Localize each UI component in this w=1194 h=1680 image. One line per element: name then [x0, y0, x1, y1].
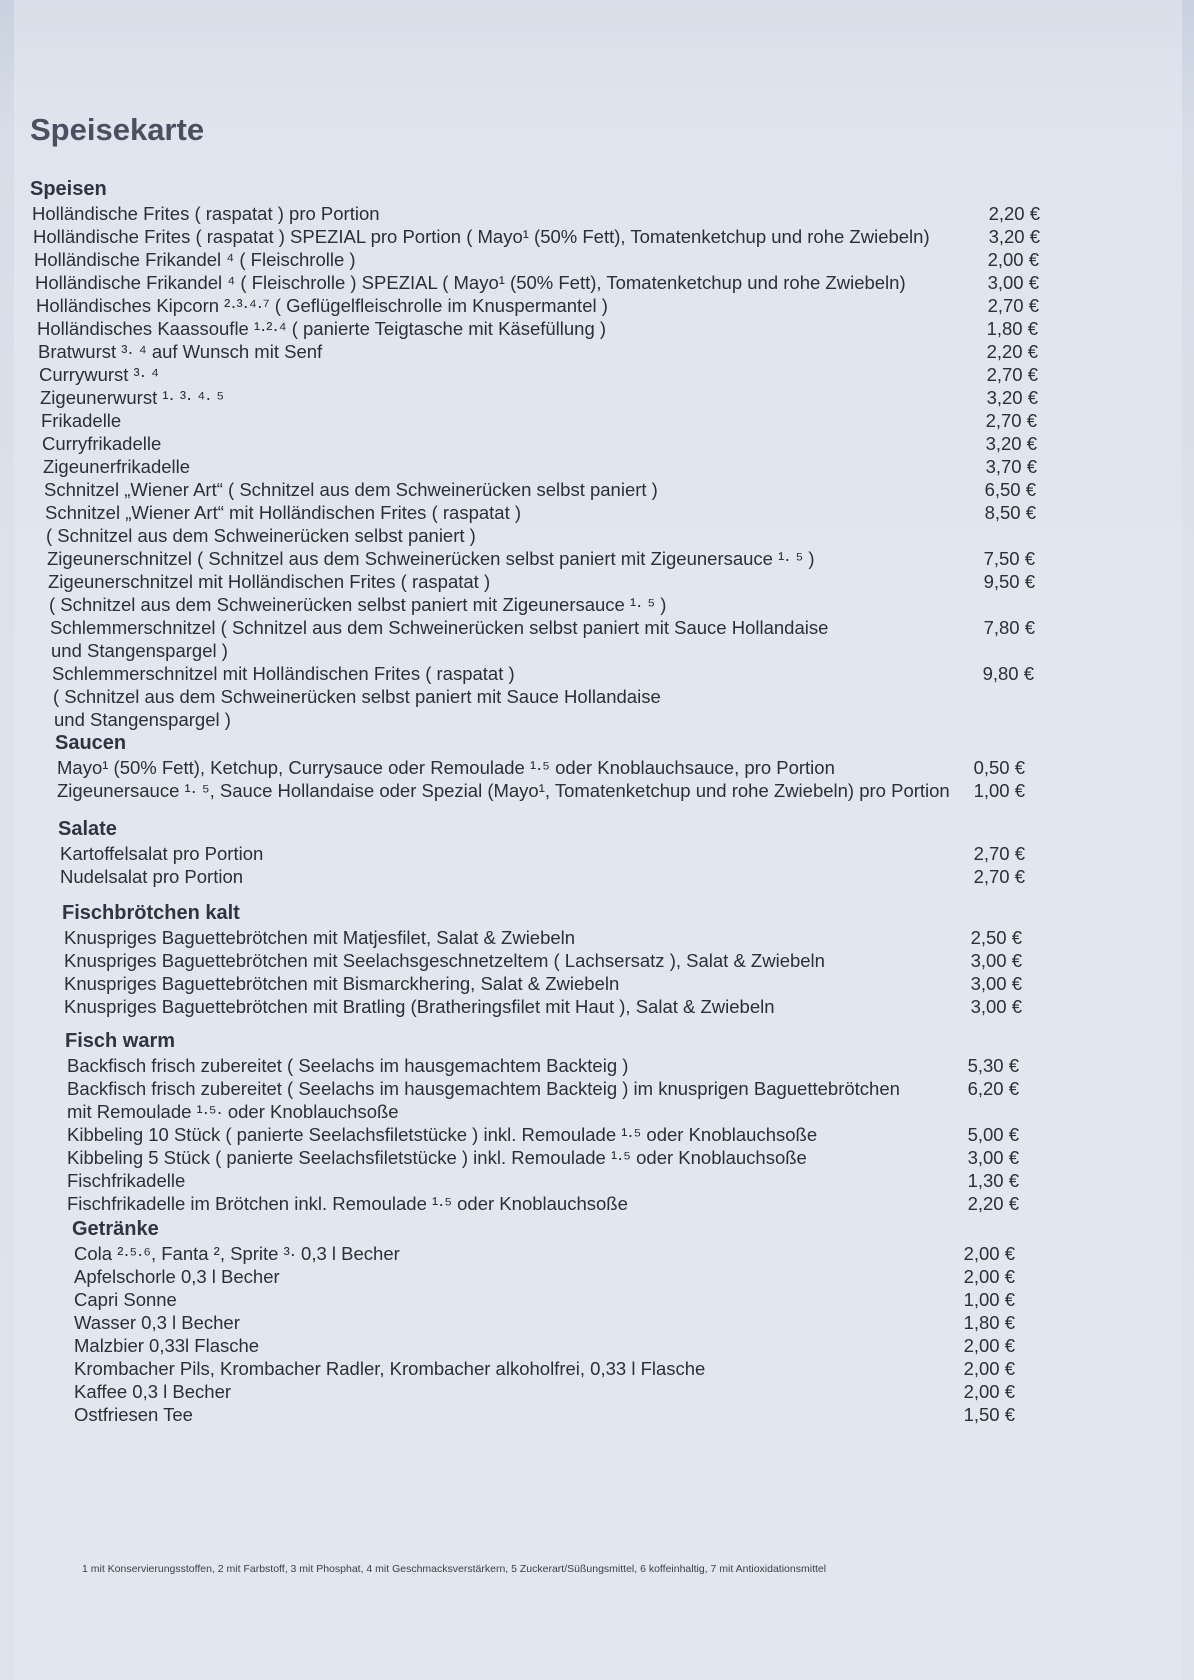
- menu-item-text: Krombacher Pils, Krombacher Radler, Krombacher alkoholfrei, 0,33 l Flasche: [74, 1358, 706, 1379]
- menu-section: [0, 176, 1194, 731]
- menu-item: [0, 317, 1194, 340]
- menu-item: [0, 1242, 1194, 1265]
- menu-section: [0, 1216, 1194, 1426]
- menu-item-price: 3,00 €: [967, 1147, 1019, 1168]
- menu-item: [0, 1265, 1194, 1288]
- menu-item-price: 2,00 €: [963, 1358, 1015, 1379]
- menu-item-text: Holländische Frites ( raspatat ) SPEZIAL pro Portion ( Mayo¹ (50% Fett), Tomatenketchup und rohe Zwiebeln): [33, 226, 930, 247]
- menu-item-price: 1,50 €: [963, 1404, 1015, 1425]
- menu-item-text: Backfisch frisch zubereitet ( Seelachs im hausgemachtem Backteig ): [67, 1055, 629, 1076]
- menu-item-text: Holländische Frikandel ⁴ ( Fleischrolle ): [34, 249, 356, 270]
- menu-item-price: 1,80 €: [963, 1312, 1015, 1333]
- menu-item: [0, 616, 1194, 639]
- menu-item-text: Zigeunerschnitzel ( Schnitzel aus dem Schweinerücken selbst paniert mit Zigeunersauce ¹· ⁵ ): [47, 548, 815, 569]
- menu-item-text: Bratwurst ³· ⁴ auf Wunsch mit Senf: [38, 341, 323, 362]
- menu-item: [0, 1054, 1194, 1077]
- menu-item-price: 2,20 €: [988, 203, 1040, 224]
- menu-item-price: 6,50 €: [984, 479, 1036, 500]
- menu-item-text: Knuspriges Baguettebrötchen mit Bismarckhering, Salat & Zwiebeln: [64, 973, 620, 994]
- menu-item-price: 7,50 €: [983, 548, 1035, 569]
- menu-item-price: 3,20 €: [988, 226, 1040, 247]
- menu-item: [0, 1311, 1194, 1334]
- menu-item-text: Fischfrikadelle: [67, 1170, 186, 1191]
- menu-item-price: 0,50 €: [973, 757, 1025, 778]
- menu-item: [0, 570, 1194, 593]
- menu-item: [0, 949, 1194, 972]
- allergen-footnote: 1 mit Konservierungsstoffen, 2 mit Farbstoff, 3 mit Phosphat, 4 mit Geschmacksverstärkern, 5 Zuckerart/Süßungsmittel, 6 koffeinhaltig, 7 mit Antioxidationsmittel: [82, 1563, 827, 1575]
- menu-item-text: Knuspriges Baguettebrötchen mit Seelachsgeschnetzeltem ( Lachsersatz ), Salat & Zwiebeln: [64, 950, 825, 971]
- menu-item: [0, 972, 1194, 995]
- section-heading: Salate: [58, 818, 117, 840]
- menu-item-text: Fischfrikadelle im Brötchen inkl. Remoulade ¹·⁵ oder Knoblauchsoße: [67, 1193, 628, 1214]
- menu-section: [0, 1028, 1194, 1215]
- menu-item: [0, 1288, 1194, 1311]
- menu-item-text: ( Schnitzel aus dem Schweinerücken selbst paniert ): [46, 525, 476, 546]
- menu-item: [0, 271, 1194, 294]
- menu-item-price: 2,70 €: [973, 866, 1025, 887]
- menu-item: [0, 1334, 1194, 1357]
- section-heading: Getränke: [72, 1218, 159, 1240]
- menu-item-text: und Stangenspargel ): [51, 640, 228, 661]
- menu-item-price: 2,00 €: [963, 1335, 1015, 1356]
- menu-item-text: Zigeunerfrikadelle: [43, 456, 191, 477]
- menu-item-text: Kaffee 0,3 l Becher: [74, 1381, 232, 1402]
- menu-item: [0, 685, 1194, 708]
- menu-item-text: Knuspriges Baguettebrötchen mit Matjesfilet, Salat & Zwiebeln: [64, 927, 576, 948]
- menu-item-price: 1,00 €: [963, 1289, 1015, 1310]
- menu-item: [0, 756, 1194, 779]
- menu-item-text: Mayo¹ (50% Fett), Ketchup, Currysauce oder Remoulade ¹·⁵ oder Knoblauchsauce, pro Portion: [57, 757, 835, 778]
- menu-item-text: Currywurst ³· ⁴: [39, 364, 159, 385]
- menu-item-price: 2,00 €: [963, 1381, 1015, 1402]
- menu-item: [0, 1169, 1194, 1192]
- menu-item: [0, 501, 1194, 524]
- menu-item: [0, 1357, 1194, 1380]
- menu-item-text: Capri Sonne: [74, 1289, 177, 1310]
- menu-item-price: 2,70 €: [986, 364, 1038, 385]
- menu-item-price: 2,20 €: [967, 1193, 1019, 1214]
- menu-item-price: 6,20 €: [967, 1078, 1019, 1099]
- menu-item-text: Apfelschorle 0,3 l Becher: [74, 1266, 280, 1287]
- menu-item: [0, 202, 1194, 225]
- menu-item: [0, 547, 1194, 570]
- menu-item-price: 1,80 €: [986, 318, 1038, 339]
- menu-item-price: 2,20 €: [986, 341, 1038, 362]
- menu-item: [0, 455, 1194, 478]
- menu-item-text: ( Schnitzel aus dem Schweinerücken selbst paniert mit Zigeunersauce ¹· ⁵ ): [49, 594, 667, 615]
- menu-item-text: Zigeunerschnitzel mit Holländischen Frites ( raspatat ): [48, 571, 491, 592]
- menu-item-price: 3,00 €: [970, 950, 1022, 971]
- menu-item-price: 3,20 €: [985, 433, 1037, 454]
- menu-item-text: mit Remoulade ¹·⁵· oder Knoblauchsoße: [67, 1101, 399, 1122]
- section-heading: Speisen: [30, 178, 107, 200]
- menu-item-text: ( Schnitzel aus dem Schweinerücken selbst paniert mit Sauce Hollandaise: [53, 686, 661, 707]
- menu-item: [0, 1146, 1194, 1169]
- menu-item: [0, 1123, 1194, 1146]
- menu-item-text: Zigeunersauce ¹· ⁵, Sauce Hollandaise oder Spezial (Mayo¹, Tomatenketchup und rohe Zwiebeln) pro Portion: [57, 780, 950, 801]
- menu-item-text: Frikadelle: [41, 410, 122, 431]
- menu-item-text: Schlemmerschnitzel mit Holländischen Frites ( raspatat ): [52, 663, 515, 684]
- menu-item-price: 8,50 €: [984, 502, 1036, 523]
- menu-item-price: 2,00 €: [963, 1266, 1015, 1287]
- menu-item: [0, 386, 1194, 409]
- menu-item-price: 3,70 €: [985, 456, 1037, 477]
- menu-item-text: Wasser 0,3 l Becher: [74, 1312, 240, 1333]
- menu-item-text: Ostfriesen Tee: [74, 1404, 193, 1425]
- menu-item-text: Schlemmerschnitzel ( Schnitzel aus dem Schweinerücken selbst paniert mit Sauce Hollandaise: [50, 617, 829, 638]
- menu-item: [0, 593, 1194, 616]
- menu-item-text: Schnitzel „Wiener Art“ mit Holländischen Frites ( raspatat ): [45, 502, 522, 523]
- menu-item-price: 2,00 €: [963, 1243, 1015, 1264]
- menu-item: [0, 1192, 1194, 1215]
- menu-section: [0, 816, 1194, 888]
- menu-item-price: 3,00 €: [987, 272, 1039, 293]
- menu-item-price: 2,70 €: [987, 295, 1039, 316]
- menu-item: [0, 524, 1194, 547]
- menu-item-text: Kibbeling 5 Stück ( panierte Seelachsfiletstücke ) inkl. Remoulade ¹·⁵ oder Knoblauchsoße: [67, 1147, 807, 1168]
- menu-item-text: Curryfrikadelle: [42, 433, 162, 454]
- menu-item: [0, 478, 1194, 501]
- menu-item: [0, 363, 1194, 386]
- menu-item: [0, 708, 1194, 731]
- menu-item-price: 3,20 €: [986, 387, 1038, 408]
- menu-item: [0, 225, 1194, 248]
- section-heading: Saucen: [55, 732, 127, 754]
- page-title: Speisekarte: [30, 112, 205, 147]
- menu-item-price: 2,00 €: [987, 249, 1039, 270]
- menu-item-price: 2,70 €: [985, 410, 1037, 431]
- section-heading: Fisch warm: [65, 1030, 176, 1052]
- menu-item: [0, 662, 1194, 685]
- menu-item-text: Nudelsalat pro Portion: [60, 866, 244, 887]
- menu-item-price: 2,50 €: [970, 927, 1022, 948]
- menu-item-text: Knuspriges Baguettebrötchen mit Bratling (Bratheringsfilet mit Haut ), Salat & Zwiebeln: [64, 996, 775, 1017]
- menu-item-text: Holländische Frikandel ⁴ ( Fleischrolle ) SPEZIAL ( Mayo¹ (50% Fett), Tomatenketchup und rohe Zwiebeln): [35, 272, 906, 293]
- menu-item-text: Holländische Frites ( raspatat ) pro Portion: [32, 203, 380, 224]
- menu-item-price: 2,70 €: [973, 843, 1025, 864]
- menu-item-price: 3,00 €: [970, 996, 1022, 1017]
- menu-item-text: Schnitzel „Wiener Art“ ( Schnitzel aus dem Schweinerücken selbst paniert ): [44, 479, 658, 500]
- menu-item: [0, 865, 1194, 888]
- menu-item-price: 3,00 €: [970, 973, 1022, 994]
- menu-item-text: und Stangenspargel ): [54, 709, 231, 730]
- menu-item: [0, 340, 1194, 363]
- menu-item: [0, 1380, 1194, 1403]
- menu-item: [0, 1077, 1194, 1100]
- menu-item: [0, 248, 1194, 271]
- menu-item-price: 5,30 €: [967, 1055, 1019, 1076]
- menu-item-text: Kartoffelsalat pro Portion: [60, 843, 264, 864]
- menu-item-text: Kibbeling 10 Stück ( panierte Seelachsfiletstücke ) inkl. Remoulade ¹·⁵ oder Knoblauchsoße: [67, 1124, 818, 1145]
- menu-item-price: 9,50 €: [983, 571, 1035, 592]
- menu-item: [0, 432, 1194, 455]
- menu-item: [0, 995, 1194, 1018]
- menu-item: [0, 926, 1194, 949]
- menu-item-text: Holländisches Kaassoufle ¹·²·⁴ ( panierte Teigtasche mit Käsefüllung ): [37, 318, 607, 339]
- menu-item-price: 7,80 €: [983, 617, 1035, 638]
- menu-item-text: Cola ²·⁵·⁶, Fanta ², Sprite ³· 0,3 l Becher: [74, 1243, 400, 1264]
- menu-item-text: Malzbier 0,33l Flasche: [74, 1335, 260, 1356]
- section-heading: Fischbrötchen kalt: [62, 902, 240, 924]
- menu-item-text: Holländisches Kipcorn ²·³·⁴·⁷ ( Geflügelfleischrolle im Knuspermantel ): [36, 295, 608, 316]
- menu-item: [0, 1403, 1194, 1426]
- menu-item: [0, 639, 1194, 662]
- menu-item-text: Zigeunerwurst ¹· ³· ⁴· ⁵: [40, 387, 225, 408]
- menu-item-price: 1,00 €: [973, 780, 1025, 801]
- menu-item-price: 1,30 €: [967, 1170, 1019, 1191]
- menu-item-price: 5,00 €: [967, 1124, 1019, 1145]
- menu-section: [0, 900, 1194, 1018]
- menu-item-price: 9,80 €: [982, 663, 1034, 684]
- menu-item: [0, 409, 1194, 432]
- menu-item: [0, 1100, 1194, 1123]
- menu-section: [0, 730, 1194, 802]
- menu-item: [0, 294, 1194, 317]
- menu-item: [0, 779, 1194, 802]
- menu-item-text: Backfisch frisch zubereitet ( Seelachs im hausgemachtem Backteig ) im knusprigen Baguettebrötchen: [67, 1078, 900, 1099]
- menu-item: [0, 842, 1194, 865]
